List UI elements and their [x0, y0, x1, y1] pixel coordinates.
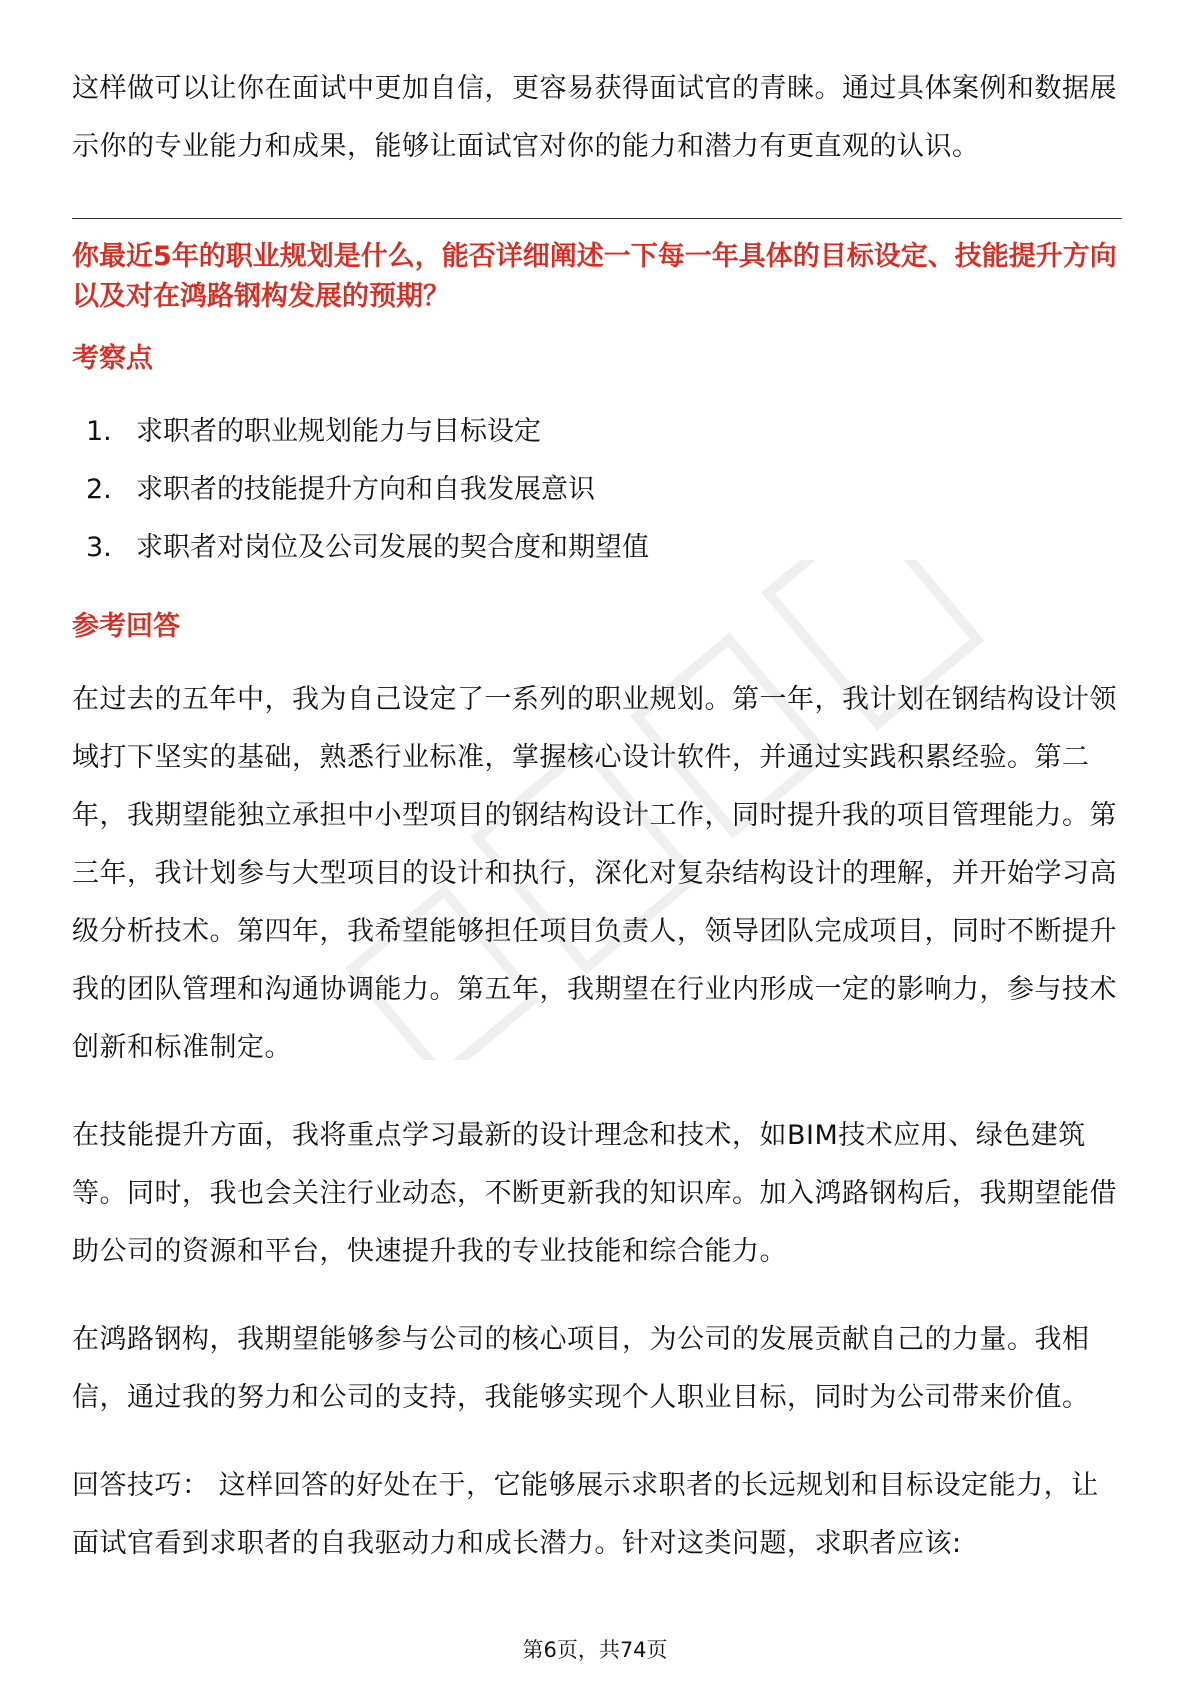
list-item [72, 403, 1122, 461]
page-number-footer: 第6页，共74页 [522, 1638, 668, 1662]
list-item [72, 461, 1122, 519]
assessment-list [72, 403, 1122, 577]
list-item [72, 519, 1122, 577]
list-item-text: 求职者的职业规划能力与目标设定 [136, 416, 541, 447]
paragraph-gap [72, 1427, 1122, 1457]
list-item-number: 3. [86, 532, 112, 563]
question-heading: 你最近5年的职业规划是什么，能否详细阐述一下每一年具体的目标设定、技能提升方向以及对在鸿路钢构发展的预期？ [72, 241, 1117, 312]
answer-paragraph-1: 在过去的五年中，我为自己设定了一系列的职业规划。第一年，我计划在钢结构设计领域打下坚实的基础，熟悉行业标准，掌握核心设计软件，并通过实践积累经验。第二年，我期望能独立承担中小型项目的钢结构设计工作，同时提升我的项目管理能力。第三年，我计划参与大型项目的设计和执行，深化对复杂结构设计的理解，并开始学习高级分析技术。第四年，我希望能够担任项目负责人，领导团队完成项目，同时不断提升我的团队管理和沟通协调能力。第五年，我期望在行业内形成一定的影响力，参与技术创新和标准制定。 [72, 684, 1117, 1063]
list-item-text: 求职者对岗位及公司发展的契合度和期望值 [136, 532, 649, 563]
list-item-text: 求职者的技能提升方向和自我发展意识 [136, 474, 595, 505]
document-page [72, 60, 1122, 1573]
intro-paragraph: 这样做可以让你在面试中更加自信，更容易获得面试官的青睐。通过具体案例和数据展示你的专业能力和成果，能够让面试官对你的能力和潜力有更直观的认识。 [72, 73, 1117, 162]
answer-paragraph-2: 在技能提升方面，我将重点学习最新的设计理念和技术，如BIM技术应用、绿色建筑等。同时，我也会关注行业动态，不断更新我的知识库。加入鸿路钢构后，我期望能借助公司的资源和平台，快速提升我的专业技能和综合能力。 [72, 1120, 1117, 1267]
assessment-title: 考察点 [72, 343, 153, 374]
list-item-number: 2. [86, 474, 112, 505]
paragraph-gap [72, 1077, 1122, 1107]
section-divider [72, 218, 1122, 219]
paragraph-gap [72, 1281, 1122, 1311]
list-item-number: 1. [86, 416, 112, 447]
answer-paragraph-3: 在鸿路钢构，我期望能够参与公司的核心项目，为公司的发展贡献自己的力量。我相信，通过我的努力和公司的支持，我能够实现个人职业目标，同时为公司带来价值。 [72, 1324, 1090, 1413]
answer-tips-paragraph: 回答技巧： 这样回答的好处在于，它能够展示求职者的长远规划和目标设定能力，让面试官看到求职者的自我驱动力和成长潜力。针对这类问题，求职者应该: [72, 1470, 1099, 1559]
answer-title: 参考回答 [72, 611, 180, 642]
